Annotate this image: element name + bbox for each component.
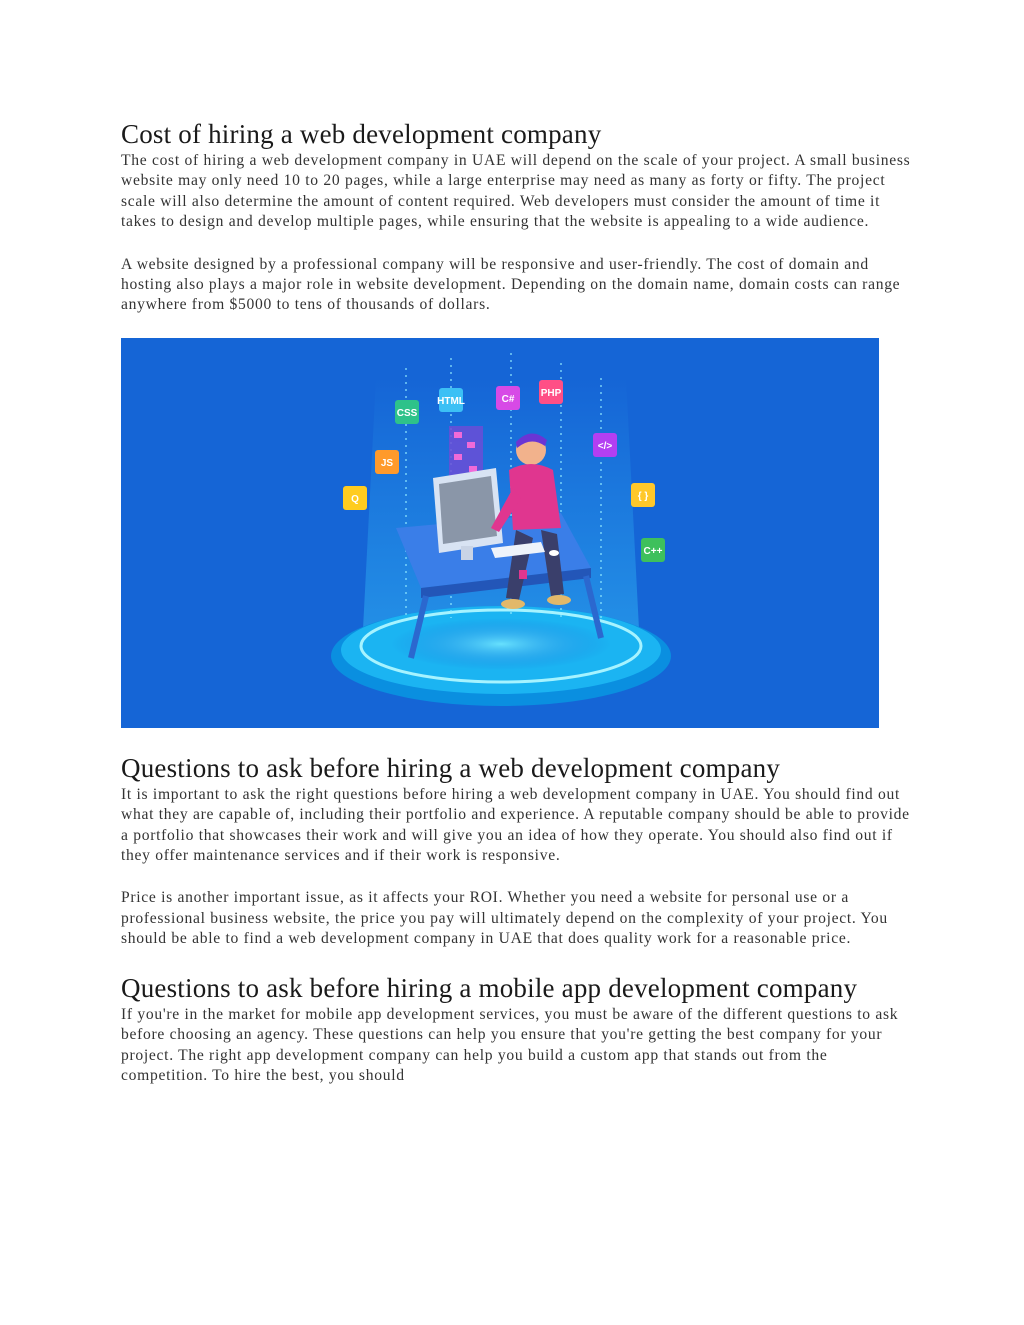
svg-text:{ }: { } [637,490,649,502]
section2-heading: Questions to ask before hiring a web development company [121,752,781,783]
section3-paragraph-1: If you're in the market for mobile app development services, you must be aware of the different questions to ask before choosing an agency. These questions can help you ensure that you're getting the best company for your project. The right app development company can help you build a custom app that stands out from the competition. To hire the best, you should [121,1005,899,1084]
svg-text:</>: </> [597,440,613,452]
svg-text:PHP: PHP [540,387,562,399]
section1-paragraph-1: The cost of hiring a web development company in UAE will depend on the scale of your project. A small business website may only need 10 to 20 pages, while a large enterprise may need as many as forty or fifty. The project scale will also determine the amount of content required. Web developers must consider the amount of time it takes to design and develop multiple pages, while ensuring that the website is appealing to a wide audience. [121,152,911,231]
section2-paragraph-1: It is important to ask the right questions before hiring a web development company in UAE. You should find out what they are capable of, including their portfolio and experience. A reputable company should be able to provide a portfolio that showcases their work and will give you an idea of how they operate. You should also find out if they offer maintenance services and if their work is responsive. [121,785,910,865]
svg-text:C#: C# [501,393,515,405]
section1-paragraph-2: A website designed by a professional company will be responsive and user-friendly. The cost of domain and hosting also plays a major role in website development. Depending on the domain name, domain costs can range anywhere from $5000 to tens of thousands of dollars. [121,255,901,314]
document-page [121,118,911,1086]
svg-text:Q: Q [351,493,359,505]
section3-heading: Questions to ask before hiring a mobile app development company [121,972,858,1003]
svg-text:C++: C++ [643,545,663,557]
svg-text:CSS: CSS [396,407,418,419]
web-developer-illustration [121,338,879,728]
svg-text:HTML: HTML [437,395,465,407]
svg-text:JS: JS [380,457,394,469]
section1-heading: Cost of hiring a web development company [121,119,602,149]
section2-paragraph-2: Price is another important issue, as it affects your ROI. Whether you need a website for personal use or a professional business website, the price you pay will ultimately depend on the complexity of your project. You should be able to find a web development company in UAE that does quality work for a reasonable price. [121,889,888,948]
